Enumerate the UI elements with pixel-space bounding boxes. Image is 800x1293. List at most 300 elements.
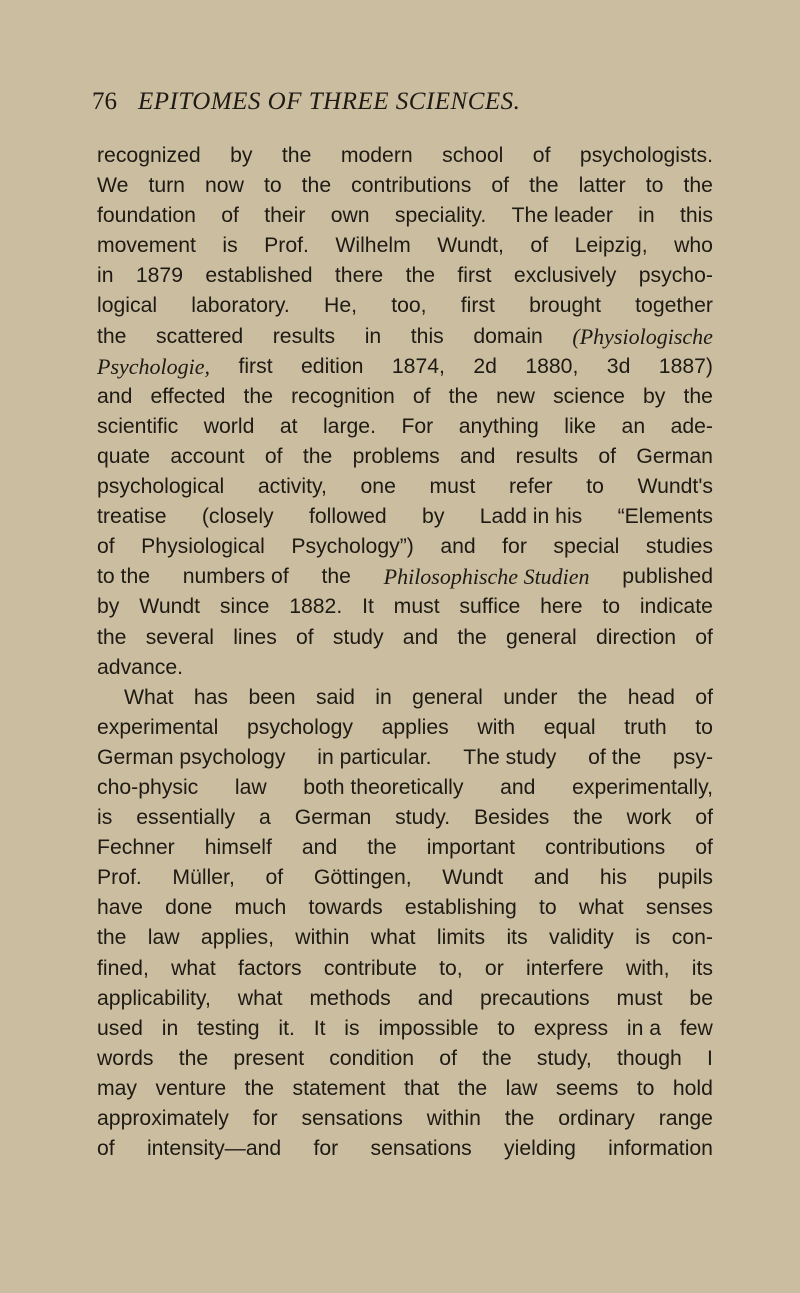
word: followed — [308, 505, 387, 529]
word: fined, — [97, 956, 149, 980]
word: statement — [292, 1076, 386, 1100]
word: and — [500, 775, 536, 799]
word: For — [401, 414, 434, 438]
word: (closely — [201, 505, 274, 529]
word: to — [263, 174, 282, 198]
word: express — [533, 1016, 609, 1040]
word: sensations — [301, 1107, 403, 1130]
word: Wundt's — [637, 475, 713, 499]
word: Wundt — [139, 595, 201, 619]
word: large. — [322, 414, 376, 438]
text-line — [97, 1044, 713, 1074]
text-line — [97, 683, 713, 713]
word: is — [344, 1016, 360, 1040]
word: recognized — [97, 144, 201, 167]
word: to — [695, 715, 713, 739]
word: Psychology”) — [291, 535, 414, 559]
word: The study — [463, 745, 557, 769]
word: here — [540, 595, 583, 619]
word: science — [553, 384, 625, 408]
word: Wundt, — [437, 234, 504, 258]
word: and — [460, 444, 496, 468]
word: of — [264, 444, 283, 468]
word: in particular. — [317, 745, 432, 769]
text-line — [97, 893, 713, 923]
word: said — [315, 685, 355, 709]
word: by — [230, 144, 253, 167]
word: scientific — [97, 414, 179, 438]
word: of — [296, 625, 314, 649]
word: with, — [625, 956, 670, 980]
word: of — [695, 836, 713, 860]
word: He, — [324, 294, 357, 318]
text-line — [97, 954, 713, 984]
word: now — [205, 174, 244, 198]
word: exclusively — [513, 264, 617, 288]
word: cho-physic — [97, 775, 199, 799]
word: has — [193, 685, 229, 709]
word: school — [442, 144, 504, 167]
word: law — [505, 1076, 538, 1100]
word: establishing — [404, 896, 517, 920]
word: refer — [509, 475, 553, 499]
word: for — [252, 1107, 278, 1130]
running-title: EPITOMES OF THREE SCIENCES. — [137, 88, 521, 115]
word: the — [97, 926, 127, 950]
word: ade- — [670, 414, 713, 438]
word: applies, — [200, 926, 274, 950]
word: an — [621, 414, 646, 438]
word: activity, — [257, 475, 327, 499]
word: 1880, — [525, 354, 579, 378]
word: to — [602, 595, 621, 619]
word: psy- — [672, 745, 713, 769]
word: lines — [233, 625, 277, 649]
word: of — [412, 384, 431, 408]
word: turn — [148, 174, 185, 198]
word: essentially — [136, 806, 236, 830]
word: within — [426, 1107, 481, 1130]
word: of the — [588, 745, 642, 769]
word: 1874, — [391, 354, 445, 378]
word: recognition — [291, 384, 395, 408]
word: present — [233, 1046, 305, 1070]
word: testing — [197, 1016, 260, 1040]
word: both theoretically — [303, 775, 464, 799]
word: established — [205, 264, 313, 288]
text-line — [97, 653, 713, 683]
word: venture — [155, 1076, 227, 1100]
word: been — [248, 685, 296, 709]
word: It — [362, 595, 374, 619]
word: one — [360, 475, 396, 499]
word: indicate — [639, 595, 713, 619]
word: law — [147, 926, 180, 950]
word: by — [642, 384, 666, 408]
word: the — [577, 685, 608, 709]
word: the — [281, 144, 312, 167]
word: though — [617, 1046, 682, 1070]
word: problems — [352, 444, 440, 468]
word: law — [234, 775, 267, 799]
word: the — [504, 1107, 535, 1130]
word: the — [97, 625, 127, 649]
running-head — [92, 86, 732, 117]
word: and — [301, 836, 338, 860]
word: I — [707, 1046, 713, 1070]
word: domain — [473, 324, 543, 348]
word: this — [410, 324, 444, 348]
word: a — [259, 806, 271, 830]
word: together — [635, 294, 713, 318]
word: results — [515, 444, 579, 468]
word: in — [161, 1016, 179, 1040]
word: study — [332, 625, 384, 649]
word: German — [294, 806, 372, 830]
word: Göttingen, — [313, 866, 412, 890]
word: must — [429, 475, 476, 499]
word: to — [497, 1016, 516, 1040]
text-line — [97, 1014, 713, 1044]
word: edition — [301, 354, 364, 378]
text-line — [97, 592, 713, 622]
word: their — [264, 204, 306, 228]
word: “Elements — [617, 505, 713, 529]
word: the — [683, 384, 713, 408]
word: Fechner — [97, 836, 175, 860]
text-line — [97, 1074, 713, 1104]
word: 3d — [606, 354, 631, 378]
word: new — [496, 384, 535, 408]
word: account — [170, 444, 245, 468]
word: It — [313, 1016, 326, 1040]
word: We — [97, 174, 129, 198]
text-line — [97, 833, 713, 863]
word: of — [265, 866, 284, 890]
word: Wundt — [442, 866, 504, 890]
word: interfere — [525, 956, 604, 980]
word: that — [403, 1076, 440, 1100]
word: contribute — [323, 956, 417, 980]
word: contributions — [351, 174, 472, 198]
word: like — [564, 414, 597, 438]
word: this — [679, 204, 713, 228]
word: the — [302, 444, 333, 468]
word: there — [334, 264, 384, 288]
word: speciality. — [394, 204, 487, 228]
word: first — [460, 294, 495, 318]
word: its — [506, 926, 528, 950]
word: (Physiologische — [572, 323, 713, 349]
text-line — [97, 382, 713, 412]
text-line — [97, 502, 713, 532]
word: by — [97, 595, 120, 619]
word: is — [97, 806, 113, 830]
word: himself — [204, 836, 272, 860]
word: The leader — [511, 204, 613, 228]
word: studies — [645, 535, 713, 559]
text-line — [97, 1134, 713, 1164]
word: German psychology — [97, 745, 286, 769]
word: experimentally, — [572, 775, 713, 799]
word: truth — [624, 715, 667, 739]
word: range — [658, 1107, 713, 1130]
word: quate — [97, 444, 151, 468]
word: intensity—and — [146, 1137, 282, 1161]
word: to — [645, 174, 664, 198]
word: to, — [439, 956, 463, 980]
word: in — [364, 324, 382, 348]
word: general — [412, 685, 483, 709]
text-line — [97, 1104, 713, 1134]
word: applies — [381, 715, 449, 739]
word: must — [616, 986, 663, 1010]
word: published — [622, 565, 713, 589]
word: too, — [391, 294, 427, 318]
word: suffice — [459, 595, 521, 619]
word: of — [695, 685, 713, 709]
word: Müller, — [172, 866, 235, 890]
word: equal — [543, 715, 596, 739]
word: Prof. — [97, 866, 142, 890]
text-line — [97, 412, 713, 442]
word: of — [695, 806, 713, 830]
word: it. — [278, 1016, 295, 1040]
word: to the — [97, 565, 151, 589]
word: for — [313, 1137, 339, 1161]
word: the — [482, 1046, 512, 1070]
text-line — [97, 171, 713, 201]
word: Prof. — [264, 234, 309, 258]
word: the — [243, 384, 273, 408]
word: in a — [626, 1016, 662, 1040]
word: for — [502, 535, 527, 559]
word: in — [375, 685, 392, 709]
word: and — [417, 986, 454, 1010]
word: Psychologie, — [97, 353, 211, 379]
word: first — [457, 264, 492, 288]
page-number: 76 — [92, 88, 117, 115]
word: and — [440, 535, 476, 559]
word: used — [97, 1016, 143, 1040]
word: of — [598, 444, 617, 468]
word: foundation — [97, 204, 196, 228]
word: of — [97, 1137, 115, 1161]
word: Philosophische Studien — [383, 564, 590, 590]
word: experimental — [97, 715, 219, 739]
word: latter — [578, 174, 626, 198]
word: the — [97, 324, 127, 348]
word: 1887) — [658, 354, 713, 378]
word: senses — [645, 896, 713, 920]
text-line — [97, 984, 713, 1014]
word: the — [321, 565, 351, 589]
text-line — [97, 803, 713, 833]
word: effected — [150, 384, 226, 408]
word: brought — [529, 294, 601, 318]
word: scattered — [156, 324, 244, 348]
word: what — [578, 896, 624, 920]
word: done — [165, 896, 213, 920]
word: results — [272, 324, 336, 348]
word: hold — [672, 1076, 713, 1100]
word: the — [457, 1076, 488, 1100]
body-text — [97, 141, 713, 1164]
word: under — [503, 685, 558, 709]
word: or — [484, 956, 504, 980]
word: laboratory. — [191, 294, 290, 318]
text-line — [97, 923, 713, 953]
word: approximately — [97, 1107, 229, 1130]
word: and — [97, 384, 133, 408]
word: movement — [97, 234, 196, 258]
word: Besides — [474, 806, 550, 830]
word: study, — [536, 1046, 592, 1070]
word: the — [683, 174, 713, 198]
word: impossible — [378, 1016, 479, 1040]
word: what — [237, 986, 283, 1010]
word: pupils — [657, 866, 713, 890]
word: direction — [595, 625, 677, 649]
word: of — [439, 1046, 457, 1070]
text-line — [97, 713, 713, 743]
word: factors — [238, 956, 302, 980]
text-line — [97, 322, 713, 352]
word: the — [367, 836, 397, 860]
word: of — [491, 174, 510, 198]
word: the — [405, 264, 436, 288]
word: have — [97, 896, 143, 920]
word: of — [695, 625, 713, 649]
word: sensations — [370, 1137, 472, 1161]
word: methods — [309, 986, 391, 1010]
text-line — [97, 623, 713, 653]
word: 1882. — [289, 595, 343, 619]
word: 2d — [473, 354, 497, 378]
word: applicability, — [97, 986, 211, 1010]
word: numbers of — [182, 565, 289, 589]
word: is — [222, 234, 238, 258]
word: Physiological — [141, 535, 265, 559]
word: precautions — [480, 986, 590, 1010]
text-line — [97, 352, 713, 382]
word: ordinary — [558, 1107, 635, 1130]
word: seems — [555, 1076, 619, 1100]
text-line — [97, 442, 713, 472]
word: and — [533, 866, 570, 890]
word: logical — [97, 294, 158, 318]
word: by — [422, 505, 445, 529]
word: is — [635, 926, 651, 950]
word: condition — [329, 1046, 415, 1070]
text-line — [97, 201, 713, 231]
text-line — [97, 743, 713, 773]
word: must — [393, 595, 440, 619]
word: What — [124, 685, 174, 709]
text-line — [97, 472, 713, 502]
word: the — [244, 1076, 275, 1100]
word: to — [636, 1076, 655, 1100]
word: be — [689, 986, 713, 1010]
word: at — [279, 414, 298, 438]
word: the — [529, 174, 559, 198]
word: may — [97, 1076, 138, 1100]
word: Ladd in his — [479, 505, 583, 529]
word: in — [97, 264, 114, 288]
word: information — [608, 1137, 713, 1161]
word: first — [238, 354, 273, 378]
word: con- — [671, 926, 713, 950]
word: of — [530, 234, 549, 258]
word: advance. — [97, 655, 183, 679]
word: the — [457, 625, 487, 649]
word: to — [586, 475, 604, 499]
text-line — [97, 863, 713, 893]
word: few — [679, 1016, 713, 1040]
word: what — [171, 956, 216, 980]
word: within — [295, 926, 350, 950]
text-line — [97, 291, 713, 321]
word: towards — [308, 896, 383, 920]
word: special — [553, 535, 620, 559]
word: modern — [340, 144, 413, 167]
text-line — [97, 261, 713, 291]
word: Leipzig, — [574, 234, 648, 258]
text-line — [97, 231, 713, 261]
word: psychology — [246, 715, 353, 739]
word: who — [674, 234, 713, 258]
word: the — [178, 1046, 209, 1070]
word: of — [532, 144, 551, 167]
word: 1879 — [135, 264, 183, 288]
word: validity — [548, 926, 614, 950]
word: work — [626, 806, 672, 830]
word: of — [97, 535, 115, 559]
word: yielding — [504, 1137, 576, 1161]
word: own — [330, 204, 370, 228]
word: several — [145, 625, 214, 649]
text-line — [97, 773, 713, 803]
word: Wilhelm — [335, 234, 411, 258]
word: German — [636, 444, 713, 468]
word: the — [448, 384, 479, 408]
word: in — [638, 204, 655, 228]
word: anything — [458, 414, 539, 438]
word: since — [219, 595, 270, 619]
word: important — [426, 836, 516, 860]
word: psycho- — [638, 264, 713, 288]
word: much — [234, 896, 287, 920]
word: and — [402, 625, 439, 649]
word: head — [627, 685, 675, 709]
word: general — [506, 625, 577, 649]
word: study. — [395, 806, 451, 830]
word: its — [691, 956, 713, 980]
word: contributions — [545, 836, 666, 860]
word: to — [539, 896, 557, 920]
word: the — [573, 806, 603, 830]
word: treatise — [97, 505, 167, 529]
word: psychologists. — [579, 144, 713, 167]
text-line — [97, 141, 713, 171]
word: psychological — [97, 475, 225, 499]
word: with — [477, 715, 516, 739]
word: the — [301, 174, 332, 198]
text-line — [97, 532, 713, 562]
word: his — [599, 866, 627, 890]
word: of — [221, 204, 239, 228]
word: world — [203, 414, 255, 438]
